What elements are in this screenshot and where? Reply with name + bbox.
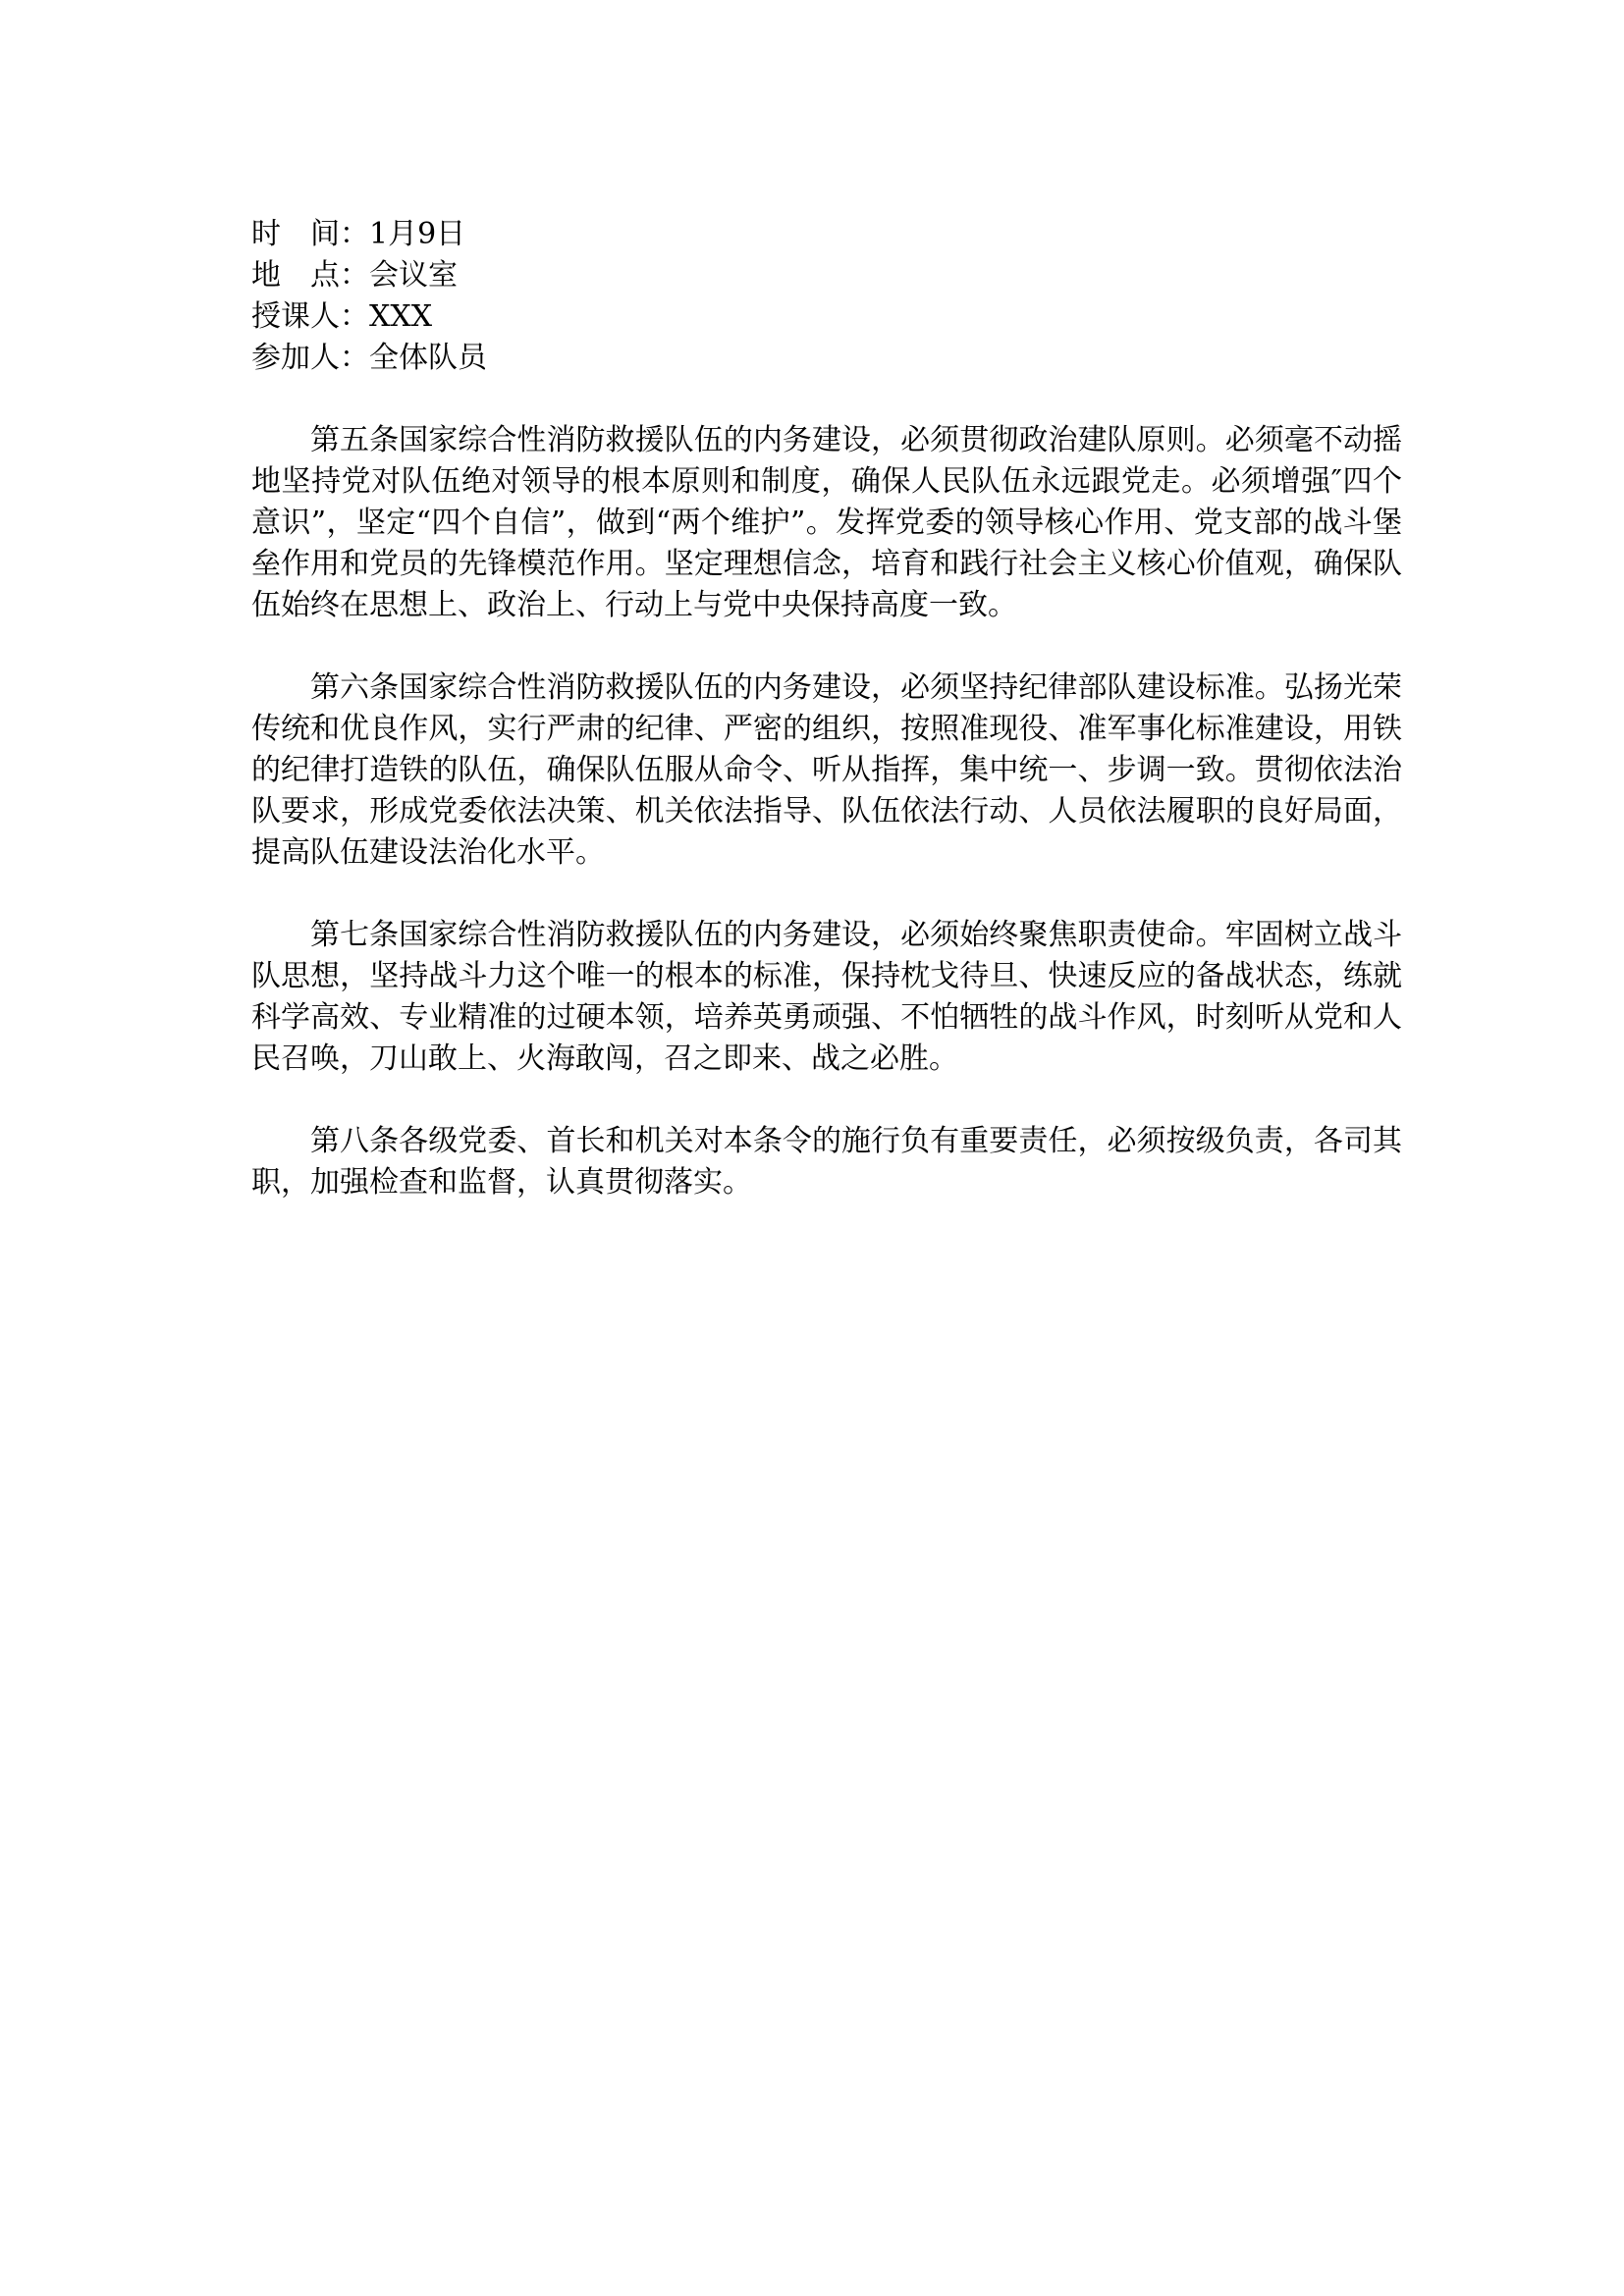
meeting-place: 地 点：会议室: [251, 258, 458, 293]
article-8-paragraph: 第八条各级党委、首长和机关对本条令的施行负有重要责任，必须按级负责，各司其职，加强检查和监督，认真贯彻落实。: [251, 1124, 1402, 1200]
meeting-time: 时 间：1月9日: [251, 217, 466, 251]
meeting-attendees: 参加人：全体队员: [251, 341, 487, 375]
document-content: [251, 214, 1402, 1245]
meeting-info: [251, 214, 1402, 379]
article-5-paragraph: 第五条国家综合性消防救援队伍的内务建设，必须贯彻政治建队原则。必须毫不动摇地坚持党对队伍绝对领导的根本原则和制度，确保人民队伍永远跟党走。必须增强″四个意识”，坚定“四个自信”，做到“两个维护”。发挥党委的领导核心作用、党支部的战斗堡垒作用和党员的先锋模范作用。坚定理想信念，培育和践行社会主义核心价值观，确保队伍始终在思想上、政治上、行动上与党中央保持高度一致。: [251, 423, 1402, 622]
article-6-paragraph: 第六条国家综合性消防救援队伍的内务建设，必须坚持纪律部队建设标准。弘扬光荣传统和优良作风，实行严肃的纪律、严密的组织，按照准现役、准军事化标准建设，用铁的纪律打造铁的队伍，确保队伍服从命令、听从指挥，集中统一、步调一致。贯彻依法治队要求，形成党委依法决策、机关依法指导、队伍依法行动、人员依法履职的良好局面，提高队伍建设法治化水平。: [251, 670, 1402, 870]
meeting-lecturer: 授课人：XXX: [251, 299, 433, 334]
article-7-paragraph: 第七条国家综合性消防救援队伍的内务建设，必须始终聚焦职责使命。牢固树立战斗队思想，坚持战斗力这个唯一的根本的标准，保持枕戈待旦、快速反应的备战状态，练就科学高效、专业精准的过硬本领，培养英勇顽强、不怕牺牲的战斗作风，时刻听从党和人民召唤，刀山敢上、火海敢闯，召之即来、战之必胜。: [251, 918, 1402, 1076]
